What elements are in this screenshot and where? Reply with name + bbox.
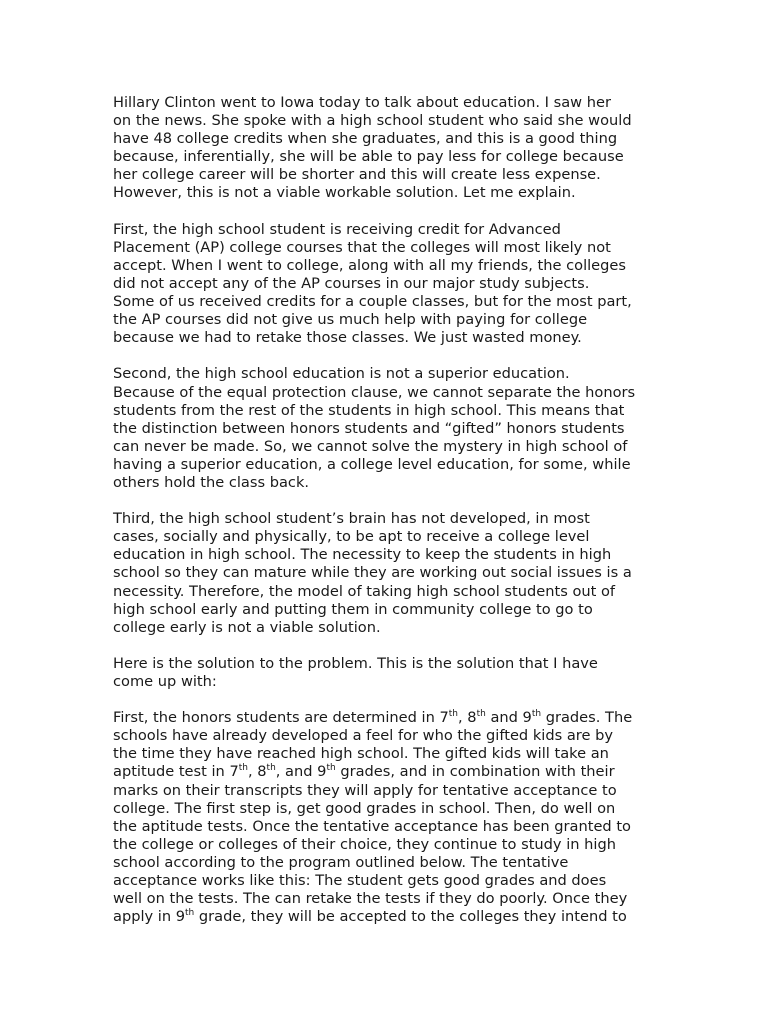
text-line bbox=[113, 311, 638, 329]
text-line bbox=[113, 384, 638, 402]
paragraph bbox=[113, 365, 638, 492]
text-segment: Some of us received credits for a couple classes, but for the most part, bbox=[113, 293, 632, 311]
ordinal-suffix: th bbox=[448, 709, 458, 720]
text-segment: high school early and putting them in community college to go to bbox=[113, 600, 593, 618]
text-segment: Here is the solution to the problem. This is the solution that I have bbox=[113, 654, 598, 672]
text-line bbox=[113, 673, 638, 691]
text-segment: apply in 9 bbox=[113, 908, 186, 926]
text-segment: can never be made. So, we cannot solve the mystery in high school of bbox=[113, 437, 628, 455]
text-line bbox=[113, 184, 638, 202]
paragraph bbox=[113, 221, 638, 348]
text-line bbox=[113, 619, 638, 637]
text-segment: and 9 bbox=[485, 709, 532, 727]
text-segment: education in high school. The necessity to keep the students in high bbox=[113, 546, 612, 564]
paragraph bbox=[113, 94, 638, 203]
text-segment: Placement (AP) college courses that the colleges will most likely not bbox=[113, 238, 611, 256]
text-segment: cases, socially and physically, to be apt to receive a college level bbox=[113, 528, 590, 546]
text-segment: Because of the equal protection clause, we cannot separate the honors bbox=[113, 383, 636, 401]
text-line bbox=[113, 293, 638, 311]
text-segment: the distinction between honors students and “gifted” honors students bbox=[113, 419, 625, 437]
text-segment: school so they can mature while they are working out social issues is a bbox=[113, 564, 632, 582]
text-line bbox=[113, 908, 638, 926]
text-line bbox=[113, 564, 638, 582]
text-segment: her college career will be shorter and this will create less expense. bbox=[113, 166, 601, 184]
text-line bbox=[113, 872, 638, 890]
text-segment: college. The first step is, get good grades in school. Then, do well on bbox=[113, 799, 616, 817]
text-line bbox=[113, 275, 638, 293]
text-line bbox=[113, 257, 638, 275]
text-segment: grades, and in combination with their bbox=[335, 763, 615, 781]
text-line bbox=[113, 221, 638, 239]
text-line bbox=[113, 782, 638, 800]
document-page bbox=[113, 94, 638, 944]
text-segment: Third, the high school student’s brain has not developed, in most bbox=[113, 510, 590, 528]
text-line bbox=[113, 474, 638, 492]
text-line bbox=[113, 745, 638, 763]
text-line bbox=[113, 890, 638, 908]
paragraph bbox=[113, 510, 638, 637]
ordinal-suffix: th bbox=[185, 908, 195, 919]
text-line bbox=[113, 420, 638, 438]
text-line bbox=[113, 402, 638, 420]
paragraph bbox=[113, 655, 638, 691]
text-segment: because we had to retake those classes. We just wasted money. bbox=[113, 329, 582, 347]
text-segment: the time they have reached high school. The gifted kids will take an bbox=[113, 745, 609, 763]
text-segment: college early is not a viable solution. bbox=[113, 618, 381, 636]
text-line bbox=[113, 800, 638, 818]
text-segment: marks on their transcripts they will apply for tentative acceptance to bbox=[113, 781, 617, 799]
text-line bbox=[113, 438, 638, 456]
text-line bbox=[113, 818, 638, 836]
text-line bbox=[113, 836, 638, 854]
text-line bbox=[113, 546, 638, 564]
text-line bbox=[113, 130, 638, 148]
text-segment: First, the high school student is receiving credit for Advanced bbox=[113, 220, 561, 238]
text-line bbox=[113, 601, 638, 619]
text-line bbox=[113, 510, 638, 528]
ordinal-suffix: th bbox=[531, 709, 542, 720]
text-segment: grade, they will be accepted to the colleges they intend to bbox=[194, 908, 627, 926]
text-segment: aptitude test in 7 bbox=[113, 763, 239, 781]
text-line bbox=[113, 112, 638, 130]
text-segment: did not accept any of the AP courses in our major study subjects. bbox=[113, 274, 590, 292]
text-segment: However, this is not a viable workable solution. Let me explain. bbox=[113, 184, 576, 202]
ordinal-suffix: th bbox=[238, 763, 248, 774]
text-segment: First, the honors students are determined in 7 bbox=[113, 709, 449, 727]
text-segment: acceptance works like this: The student gets good grades and does bbox=[113, 872, 607, 890]
text-line bbox=[113, 727, 638, 745]
text-segment: necessity. Therefore, the model of taking high school students out of bbox=[113, 582, 616, 600]
text-segment: Second, the high school education is not a superior education. bbox=[113, 365, 570, 383]
ordinal-suffix: th bbox=[476, 709, 486, 720]
ordinal-suffix: th bbox=[266, 763, 276, 774]
paragraph bbox=[113, 709, 638, 926]
text-segment: on the news. She spoke with a high school student who said she would bbox=[113, 112, 632, 130]
text-segment: , 8 bbox=[247, 763, 267, 781]
text-line bbox=[113, 365, 638, 383]
text-segment: Hillary Clinton went to Iowa today to talk about education. I saw her bbox=[113, 94, 611, 111]
text-segment: come up with: bbox=[113, 673, 217, 690]
text-segment: the college or colleges of their choice, they continue to study in high bbox=[113, 835, 616, 853]
text-segment: , 8 bbox=[458, 709, 477, 727]
text-segment: , and 9 bbox=[275, 763, 327, 781]
text-segment: because, inferentially, she will be able to pay less for college because bbox=[113, 148, 624, 166]
text-line bbox=[113, 148, 638, 166]
text-line bbox=[113, 94, 638, 112]
text-segment: students from the rest of the students in high school. This means that bbox=[113, 401, 625, 419]
text-line bbox=[113, 583, 638, 601]
text-line bbox=[113, 329, 638, 347]
text-line bbox=[113, 456, 638, 474]
text-line bbox=[113, 854, 638, 872]
text-segment: the AP courses did not give us much help with paying for college bbox=[113, 311, 588, 329]
text-line bbox=[113, 709, 638, 727]
text-segment: grades. The bbox=[541, 709, 633, 727]
text-segment: having a superior education, a college level education, for some, while bbox=[113, 455, 631, 473]
text-segment: others hold the class back. bbox=[113, 473, 310, 491]
text-segment: have 48 college credits when she graduates, and this is a good thing bbox=[113, 130, 618, 148]
ordinal-suffix: th bbox=[326, 763, 336, 774]
text-line bbox=[113, 528, 638, 546]
text-line bbox=[113, 763, 638, 781]
text-line bbox=[113, 239, 638, 257]
text-segment: schools have already developed a feel for who the gifted kids are by bbox=[113, 727, 613, 745]
text-segment: school according to the program outlined below. The tentative bbox=[113, 853, 569, 871]
text-segment: accept. When I went to college, along with all my friends, the colleges bbox=[113, 256, 626, 274]
text-line bbox=[113, 655, 638, 673]
text-line bbox=[113, 166, 638, 184]
text-segment: well on the tests. The can retake the tests if they do poorly. Once they bbox=[113, 890, 628, 908]
text-segment: the aptitude tests. Once the tentative acceptance has been granted to bbox=[113, 817, 631, 835]
